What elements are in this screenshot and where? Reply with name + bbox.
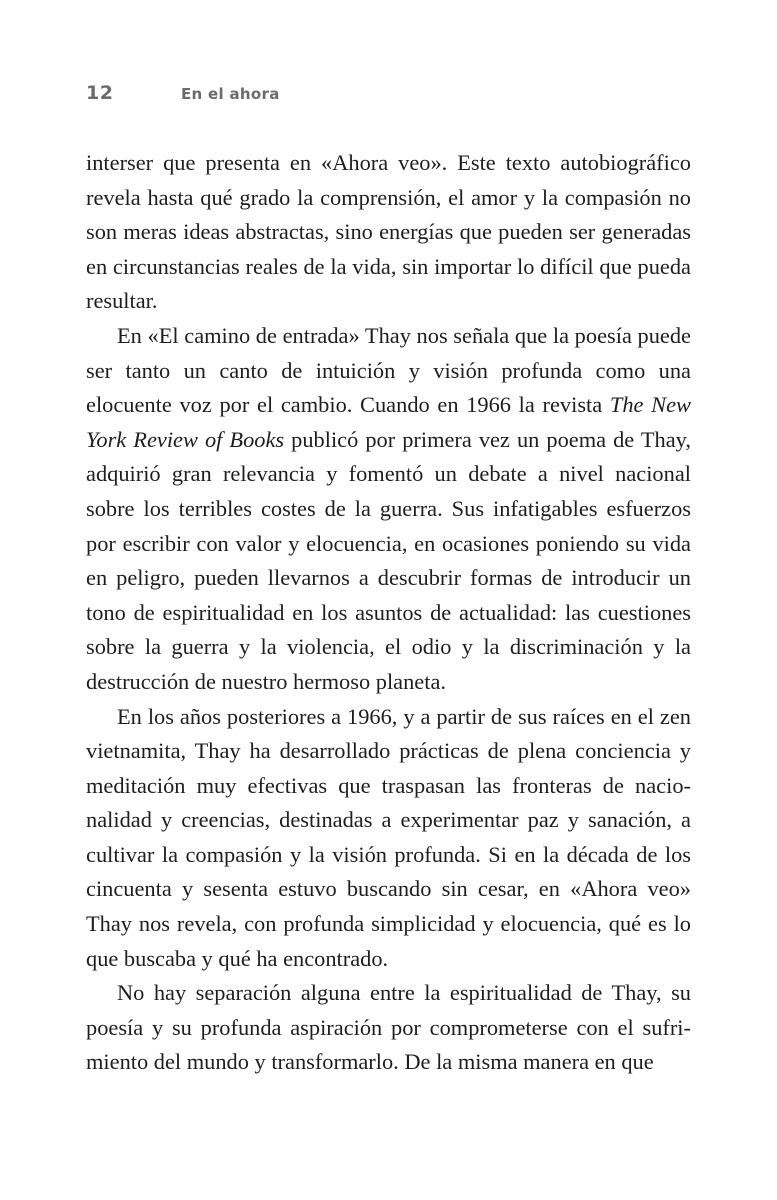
paragraph-1: interser que presenta en «Ahora veo». Este texto autobiográfico revela hasta qué grado la comprensión, el amor y la compasión no son meras ideas abstractas, sino energías que pueden ser generadas en circunstancias reales de la vida, sin importar lo difícil que pueda resultar. (86, 150, 691, 314)
running-title: En el ahora (181, 85, 280, 103)
paragraph-2 (86, 319, 691, 700)
running-head (86, 82, 280, 104)
paragraph-2-text-start: En «El camino de entrada» Thay nos señala que la poesía puede ser tanto un canto de intuición y visión profunda como una elocuente voz por el cambio. Cuando en 1966 la revista (86, 322, 691, 418)
paragraph-2-text-end: publicó por primera vez un poema de Thay, adquirió gran relevancia y fomentó un debate a nivel nacional sobre los terribles costes de la guerra. Sus infatigables esfuerzos por escribir con valor y elocuencia, en ocasiones poniendo su vida en peligro, pueden llevarnos a descubrir formas de introducir un tono de espiritualidad en los asuntos de actualidad: las cuestiones sobre la guerra y la violencia, el odio y la discriminación y la destrucción de nuestro hermoso planeta. (86, 426, 691, 694)
journal-title-italic: The New York Review of Books (86, 392, 691, 452)
paragraph-4: No hay separación alguna entre la espiritualidad de Thay, su poesía y su profunda aspiración por comprometerse con el sufrimiento del mundo y transformarlo. De la misma manera en que (86, 980, 691, 1075)
body-text (86, 146, 691, 1080)
page-number: 12 (86, 82, 114, 104)
paragraph-3: En los años posteriores a 1966, y a partir de sus raíces en el zen vietnamita, Thay ha desarrollado prácticas de plena conciencia y meditación muy efectivas que traspasan las fronteras de nacionalidad y creencias, destinadas a experimentar paz y sanación, a cultivar la compasión y la visión profunda. Si en la década de los cincuenta y sesenta estuvo buscando sin cesar, en «Ahora veo» Thay nos revela, con profunda simplicidad y elocuencia, qué es lo que buscaba y qué ha encontrado. (86, 703, 691, 971)
